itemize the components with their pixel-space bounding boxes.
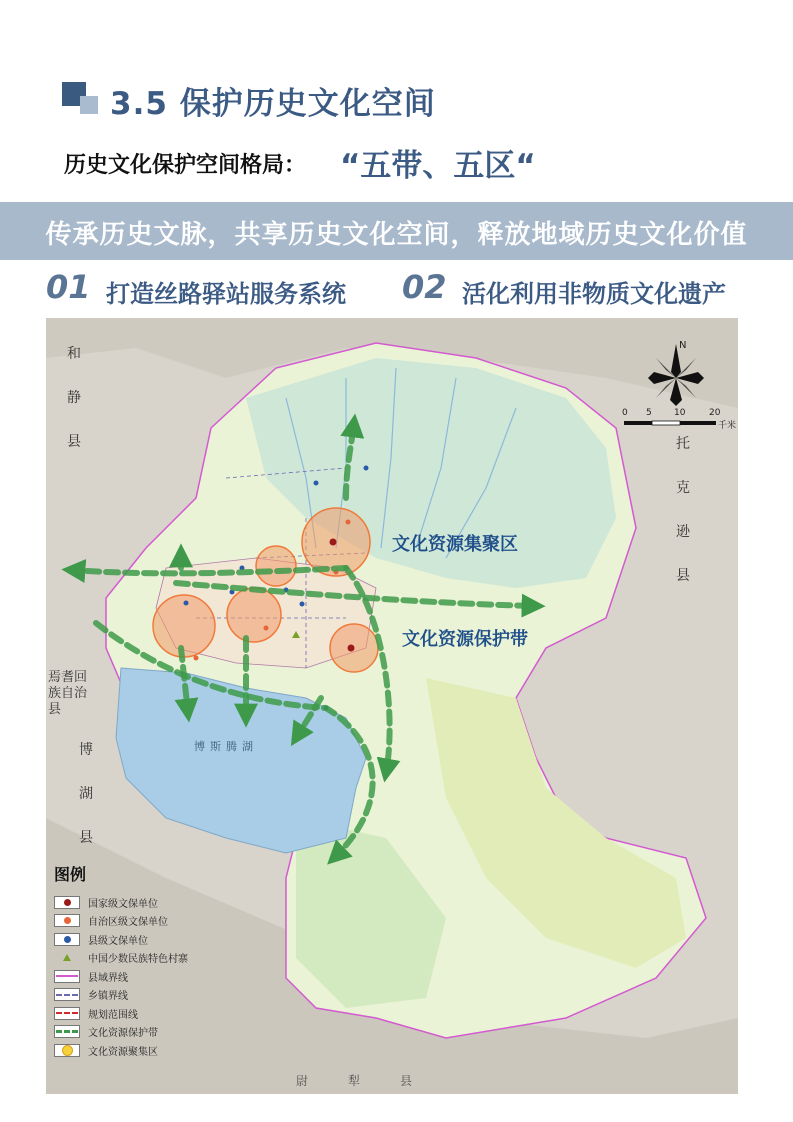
scale-unit: 千米: [718, 421, 737, 431]
county-line-icon: [54, 970, 80, 983]
slogan-text: 传承历史文脉，共享历史文化空间，释放地域历史文化价值: [45, 220, 748, 250]
legend-item-cluster: [54, 1041, 244, 1060]
legend-item-county-line: [54, 967, 244, 986]
legend-label: 县级文保单位: [88, 935, 148, 947]
point-label-2: 活化利用非物质文化遗产: [462, 280, 726, 308]
regional-site-icon: [54, 914, 80, 927]
legend-title: 图例: [54, 865, 87, 884]
scale-tick-5: 5: [646, 408, 652, 418]
legend-label: 文化资源保护带: [88, 1028, 158, 1040]
planning-line-icon: [54, 1007, 80, 1020]
legend-label: 乡镇界线: [88, 991, 128, 1003]
legend-item-regional: [54, 912, 244, 931]
cluster-zone-label: 文化资源集聚区: [392, 534, 518, 555]
legend-label: 规划范围线: [88, 1009, 138, 1021]
legend-label: 国家级文保单位: [88, 898, 158, 910]
legend-item-township-line: [54, 986, 244, 1005]
subtitle-label: 历史文化保护空间格局：: [64, 153, 307, 178]
point-number-1: 01: [46, 268, 91, 306]
legend-item-village: [54, 949, 244, 968]
scale-bar: [624, 421, 716, 425]
legend-item-belt: [54, 1023, 244, 1042]
cultural-space-map: [46, 318, 738, 1094]
county-label-yuli: 尉犁县: [296, 1074, 453, 1088]
lake-label: 博斯腾湖: [194, 740, 258, 753]
scale-tick-10: 10: [674, 408, 686, 418]
title-decoration-light: [80, 96, 98, 114]
legend-item-national: [54, 893, 244, 912]
cluster-circle-icon: [54, 1044, 80, 1057]
scale-tick-0: 0: [622, 408, 628, 418]
county-label-yanqi: 焉耆回族自治县: [48, 670, 88, 717]
belt-zone-label: 文化资源保护带: [402, 629, 528, 650]
national-site-icon: [54, 896, 80, 909]
page-title: 3.5 保护历史文化空间: [110, 86, 436, 122]
county-label-toksun: 托克逊县: [676, 436, 690, 584]
cluster-zone-2: [256, 546, 296, 586]
township-line-icon: [54, 988, 80, 1001]
point-label-1: 打造丝路驿站服务系统: [106, 280, 346, 308]
legend-item-county: [54, 930, 244, 949]
compass-north-label: N: [679, 340, 687, 351]
legend-label: 自治区级文保单位: [88, 917, 168, 929]
scale-tick-20: 20: [709, 408, 721, 418]
subtitle-quote: “五带、五区“: [340, 148, 536, 184]
county-site-icon: [54, 933, 80, 946]
map-legend: [54, 862, 244, 1060]
legend-label: 县域界线: [88, 972, 128, 984]
belt-line-icon: [54, 1025, 80, 1038]
county-label-bohu: 博湖县: [79, 742, 93, 846]
legend-label: 中国少数民族特色村寨: [88, 954, 188, 966]
village-triangle-icon: [54, 951, 80, 964]
cluster-zone-3: [227, 588, 281, 642]
point-number-2: 02: [402, 268, 447, 306]
legend-item-planning-line: [54, 1004, 244, 1023]
county-label-hejing: 和静县: [67, 346, 81, 450]
legend-label: 文化资源聚集区: [88, 1046, 158, 1058]
